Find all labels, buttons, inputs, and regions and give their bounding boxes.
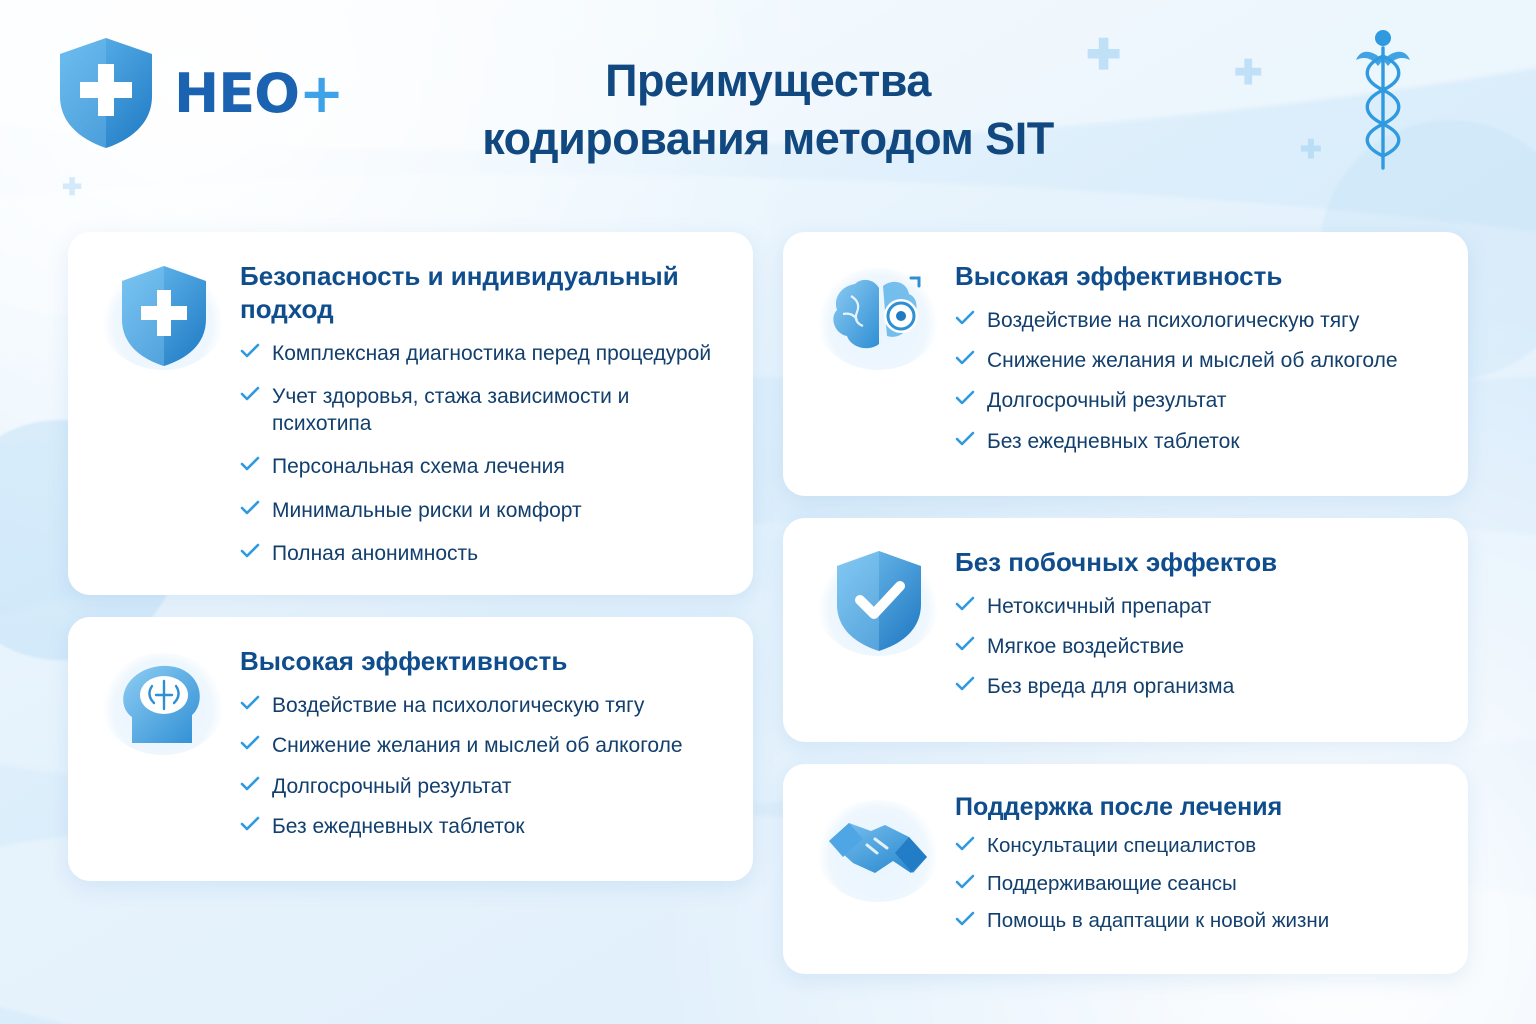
card-title: Высокая эффективность	[240, 646, 568, 677]
caduceus-icon	[1348, 26, 1418, 179]
card-body	[955, 258, 1438, 468]
list-item	[240, 497, 723, 524]
list-item	[955, 593, 1438, 620]
list-item	[955, 673, 1438, 700]
check-icon	[240, 816, 260, 832]
card-icon-wrap	[813, 544, 945, 714]
list-item	[955, 428, 1438, 455]
card-title: Высокая эффективность	[955, 261, 1283, 291]
list-item	[955, 307, 1438, 334]
check-icon	[955, 431, 975, 447]
list-item-label: Комплексная диагностика перед процедурой	[272, 341, 712, 365]
check-icon	[955, 874, 975, 890]
card-efficiency-left	[68, 617, 753, 881]
card-icon-wrap	[813, 258, 945, 468]
card-title: Без побочных эффектов	[955, 546, 1278, 577]
card-body	[240, 643, 723, 853]
check-icon	[240, 500, 260, 516]
list-item	[240, 813, 723, 840]
check-icon	[240, 343, 260, 359]
decorative-cross-icon: ✚	[62, 174, 83, 201]
list-item-label: Без вреда для организма	[987, 675, 1235, 699]
card-body	[955, 544, 1438, 714]
card-bullet-list	[955, 307, 1438, 455]
list-item-label: Минимальные риски и комфорт	[272, 498, 582, 522]
list-item-label: Воздействие на психологическую тягу	[987, 308, 1360, 332]
check-icon	[955, 911, 975, 927]
page-title	[0, 52, 1536, 167]
shield-cross-icon	[116, 263, 212, 374]
card-body	[240, 258, 723, 567]
check-icon	[955, 676, 975, 692]
list-item	[240, 540, 723, 567]
card-title: Безопасность и индивидуальный подход	[240, 261, 679, 324]
list-item	[240, 340, 723, 367]
brand-name: HEO+	[174, 61, 344, 125]
list-item-label: Нетоксичный препарат	[987, 594, 1212, 618]
card-support	[783, 764, 1468, 974]
list-item	[955, 387, 1438, 414]
list-item-label: Консультации специалистов	[987, 834, 1257, 858]
list-item	[955, 633, 1438, 660]
poster-header	[0, 0, 1536, 210]
check-icon	[955, 596, 975, 612]
list-item-label: Снижение желания и мыслей об алкоголе	[272, 734, 683, 758]
check-icon	[240, 695, 260, 711]
check-icon	[955, 310, 975, 326]
card-bullet-list	[240, 340, 723, 568]
card-title: Поддержка после лечения	[955, 792, 1283, 821]
right-column	[783, 232, 1468, 974]
card-safety	[68, 232, 753, 595]
list-item-label: Помощь в адаптации к новой жизни	[987, 909, 1330, 933]
check-icon	[240, 456, 260, 472]
list-item	[240, 732, 723, 759]
list-item	[240, 773, 723, 800]
list-item-label: Полная анонимность	[272, 541, 479, 565]
left-column	[68, 232, 753, 974]
list-item	[240, 383, 723, 438]
decorative-cross-icon: ✚	[1086, 31, 1122, 78]
card-efficiency-right	[783, 232, 1468, 496]
card-icon-wrap	[813, 790, 945, 946]
check-icon	[955, 836, 975, 852]
card-icon-wrap	[98, 258, 230, 567]
head-brain-icon	[112, 651, 216, 756]
list-item-label: Мягкое воздействие	[987, 634, 1185, 658]
list-item	[955, 833, 1438, 860]
list-item	[955, 347, 1438, 374]
check-icon	[955, 350, 975, 366]
list-item-label: Без ежедневных таблеток	[272, 814, 525, 838]
check-icon	[240, 735, 260, 751]
card-bullet-list	[240, 692, 723, 840]
card-bullet-list	[955, 833, 1438, 935]
check-icon	[240, 776, 260, 792]
list-item	[955, 871, 1438, 898]
brain-target-icon	[825, 268, 933, 369]
check-icon	[955, 636, 975, 652]
list-item	[240, 692, 723, 719]
card-body	[955, 790, 1438, 946]
list-item-label: Воздействие на психологическую тягу	[272, 694, 645, 718]
handshake-icon	[823, 801, 935, 898]
decorative-cross-icon: ✚	[1234, 54, 1263, 92]
list-item-label: Долгосрочный результат	[272, 774, 512, 798]
check-icon	[955, 390, 975, 406]
list-item-label: Долгосрочный результат	[987, 389, 1227, 413]
shield-check-icon	[830, 548, 928, 659]
card-bullet-list	[955, 593, 1438, 701]
page-title-line2: кодирования методом SIT	[482, 112, 1054, 164]
list-item-label: Персональная схема лечения	[272, 455, 565, 479]
card-no-side-effects	[783, 518, 1468, 742]
card-icon-wrap	[98, 643, 230, 853]
check-icon	[240, 386, 260, 402]
cards-grid	[68, 232, 1468, 974]
page-title-line1: Преимущества	[605, 55, 931, 106]
list-item-label: Снижение желания и мыслей об алкоголе	[987, 349, 1398, 373]
check-icon	[240, 543, 260, 559]
list-item-label: Поддерживающие сеансы	[987, 871, 1237, 895]
list-item-label: Без ежедневных таблеток	[987, 429, 1240, 453]
list-item	[955, 908, 1438, 935]
list-item	[240, 453, 723, 480]
list-item-label: Учет здоровья, стажа зависимости и психотипа	[272, 384, 630, 436]
decorative-cross-icon: ✚	[1300, 134, 1322, 164]
